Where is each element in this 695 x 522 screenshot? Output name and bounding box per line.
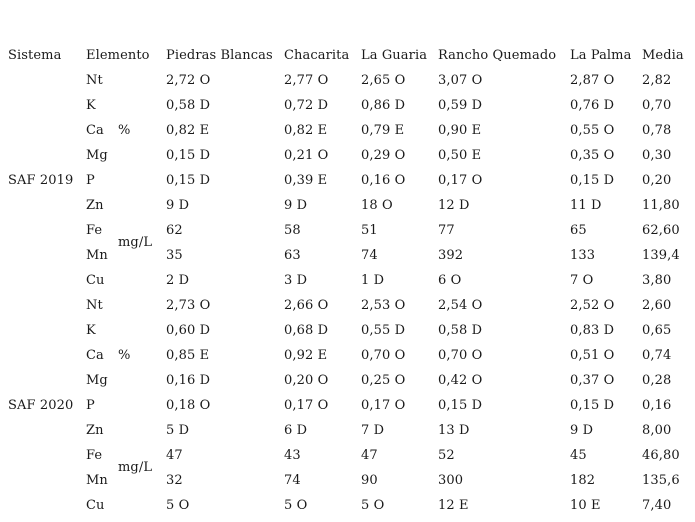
cell-rancho-quemado: 77 [438,223,455,238]
cell-chacarita: 2,77 O [284,73,329,88]
cell-chacarita: 43 [284,448,301,463]
header-site-la-palma: La Palma [570,48,632,63]
cell-chacarita: 0,72 D [284,98,329,113]
header-elemento: Elemento [86,48,150,63]
cell-piedras-blancas: 0,82 E [166,123,210,138]
sistema-label: SAF 2019 [8,173,74,188]
cell-la-guaria: 0,70 O [361,348,406,363]
cell-chacarita: 0,39 E [284,173,328,188]
element-label: Nt [86,73,103,88]
cell-la-palma: 0,55 O [570,123,615,138]
cell-la-guaria: 0,55 D [361,323,406,338]
header-sistema: Sistema [8,48,62,63]
cell-la-guaria: 5 O [361,498,385,513]
cell-piedras-blancas: 2,72 O [166,73,211,88]
cell-chacarita: 0,68 D [284,323,329,338]
header-site-piedras-blancas: Piedras Blancas [166,48,273,63]
cell-la-palma: 0,15 D [570,173,615,188]
element-label: Mn [86,248,108,263]
unit-mgl: mg/L [118,235,153,250]
sistema-label: SAF 2020 [8,398,74,413]
header-site-chacarita: Chacarita [284,48,350,63]
header-site-rancho-quemado: Rancho Quemado [438,48,557,63]
cell-la-palma: 10 E [570,498,601,513]
cell-media: 0,70 [642,98,672,113]
cell-rancho-quemado: 0,90 E [438,123,482,138]
cell-piedras-blancas: 2 D [166,273,190,288]
cell-media: 3,80 [642,273,672,288]
cell-la-guaria: 18 O [361,198,393,213]
cell-rancho-quemado: 12 D [438,198,470,213]
cell-la-guaria: 0,29 O [361,148,406,163]
cell-la-palma: 0,37 O [570,373,615,388]
element-label: K [86,98,96,113]
cell-la-palma: 133 [570,248,596,263]
cell-la-palma: 0,51 O [570,348,615,363]
cell-chacarita: 0,92 E [284,348,328,363]
cell-rancho-quemado: 6 O [438,273,462,288]
cell-la-guaria: 0,16 O [361,173,406,188]
cell-media: 8,00 [642,423,672,438]
cell-media: 0,30 [642,148,672,163]
cell-media: 0,74 [642,348,672,363]
cell-piedras-blancas: 62 [166,223,183,238]
cell-rancho-quemado: 52 [438,448,455,463]
cell-rancho-quemado: 0,59 D [438,98,483,113]
cell-piedras-blancas: 9 D [166,198,190,213]
cell-la-palma: 7 O [570,273,594,288]
cell-chacarita: 3 D [284,273,308,288]
cell-media: 135,6 [642,473,680,488]
element-label: Ca [86,123,104,138]
cell-media: 46,80 [642,448,680,463]
cell-chacarita: 2,66 O [284,298,329,313]
cell-chacarita: 0,21 O [284,148,329,163]
header-site-la-guaria: La Guaria [361,48,428,63]
element-label: P [86,398,95,413]
cell-media: 0,28 [642,373,672,388]
cell-piedras-blancas: 32 [166,473,183,488]
cell-piedras-blancas: 0,15 D [166,173,211,188]
cell-media: 7,40 [642,498,672,513]
element-label: K [86,323,96,338]
element-label: Ca [86,348,104,363]
cell-rancho-quemado: 0,50 E [438,148,482,163]
cell-media: 0,20 [642,173,672,188]
cell-rancho-quemado: 300 [438,473,464,488]
cell-media: 139,4 [642,248,680,263]
cell-la-palma: 2,52 O [570,298,615,313]
cell-rancho-quemado: 3,07 O [438,73,483,88]
cell-la-guaria: 2,53 O [361,298,406,313]
element-label: Cu [86,498,105,513]
cell-rancho-quemado: 0,15 D [438,398,483,413]
cell-media: 62,60 [642,223,680,238]
cell-chacarita: 74 [284,473,301,488]
cell-la-palma: 182 [570,473,596,488]
element-label: P [86,173,95,188]
header-media: Media [642,48,684,63]
cell-la-palma: 2,87 O [570,73,615,88]
cell-chacarita: 0,17 O [284,398,329,413]
unit-mgl: mg/L [118,460,153,475]
cell-rancho-quemado: 13 D [438,423,470,438]
cell-rancho-quemado: 12 E [438,498,469,513]
cell-piedras-blancas: 5 O [166,498,190,513]
element-label: Mn [86,473,108,488]
element-label: Mg [86,148,108,163]
cell-la-guaria: 51 [361,223,378,238]
cell-la-palma: 11 D [570,198,602,213]
cell-la-guaria: 0,79 E [361,123,405,138]
cell-piedras-blancas: 0,18 O [166,398,211,413]
cell-piedras-blancas: 5 D [166,423,190,438]
cell-rancho-quemado: 0,70 O [438,348,483,363]
cell-media: 2,60 [642,298,672,313]
cell-chacarita: 58 [284,223,301,238]
cell-la-palma: 0,35 O [570,148,615,163]
cell-la-palma: 45 [570,448,587,463]
cell-la-guaria: 1 D [361,273,385,288]
cell-la-palma: 0,76 D [570,98,615,113]
cell-piedras-blancas: 47 [166,448,183,463]
cell-la-palma: 65 [570,223,587,238]
cell-media: 11,80 [642,198,680,213]
cell-la-guaria: 0,86 D [361,98,406,113]
cell-la-guaria: 2,65 O [361,73,406,88]
cell-piedras-blancas: 0,60 D [166,323,211,338]
cell-piedras-blancas: 2,73 O [166,298,211,313]
cell-la-palma: 0,15 D [570,398,615,413]
cell-rancho-quemado: 0,17 O [438,173,483,188]
element-label: Zn [86,198,104,213]
cell-la-palma: 0,83 D [570,323,615,338]
cell-la-guaria: 47 [361,448,378,463]
cell-chacarita: 0,82 E [284,123,328,138]
cell-rancho-quemado: 2,54 O [438,298,483,313]
element-label: Fe [86,223,103,238]
cell-chacarita: 63 [284,248,301,263]
element-label: Fe [86,448,103,463]
element-label: Nt [86,298,103,313]
cell-rancho-quemado: 392 [438,248,464,263]
cell-chacarita: 0,20 O [284,373,329,388]
cell-la-guaria: 7 D [361,423,385,438]
cell-chacarita: 6 D [284,423,308,438]
cell-rancho-quemado: 0,42 O [438,373,483,388]
cell-piedras-blancas: 0,85 E [166,348,210,363]
cell-piedras-blancas: 35 [166,248,183,263]
cell-chacarita: 9 D [284,198,308,213]
cell-la-guaria: 90 [361,473,378,488]
cell-la-guaria: 74 [361,248,378,263]
cell-media: 2,82 [642,73,672,88]
cell-la-guaria: 0,17 O [361,398,406,413]
cell-piedras-blancas: 0,15 D [166,148,211,163]
cell-media: 0,65 [642,323,672,338]
unit-percent: % [118,123,131,138]
cell-piedras-blancas: 0,58 D [166,98,211,113]
cell-chacarita: 5 O [284,498,308,513]
element-label: Cu [86,273,105,288]
cell-media: 0,16 [642,398,672,413]
element-label: Mg [86,373,108,388]
cell-la-palma: 9 D [570,423,594,438]
cell-rancho-quemado: 0,58 D [438,323,483,338]
element-label: Zn [86,423,104,438]
unit-percent: % [118,348,131,363]
cell-la-guaria: 0,25 O [361,373,406,388]
cell-media: 0,78 [642,123,672,138]
cell-piedras-blancas: 0,16 D [166,373,211,388]
